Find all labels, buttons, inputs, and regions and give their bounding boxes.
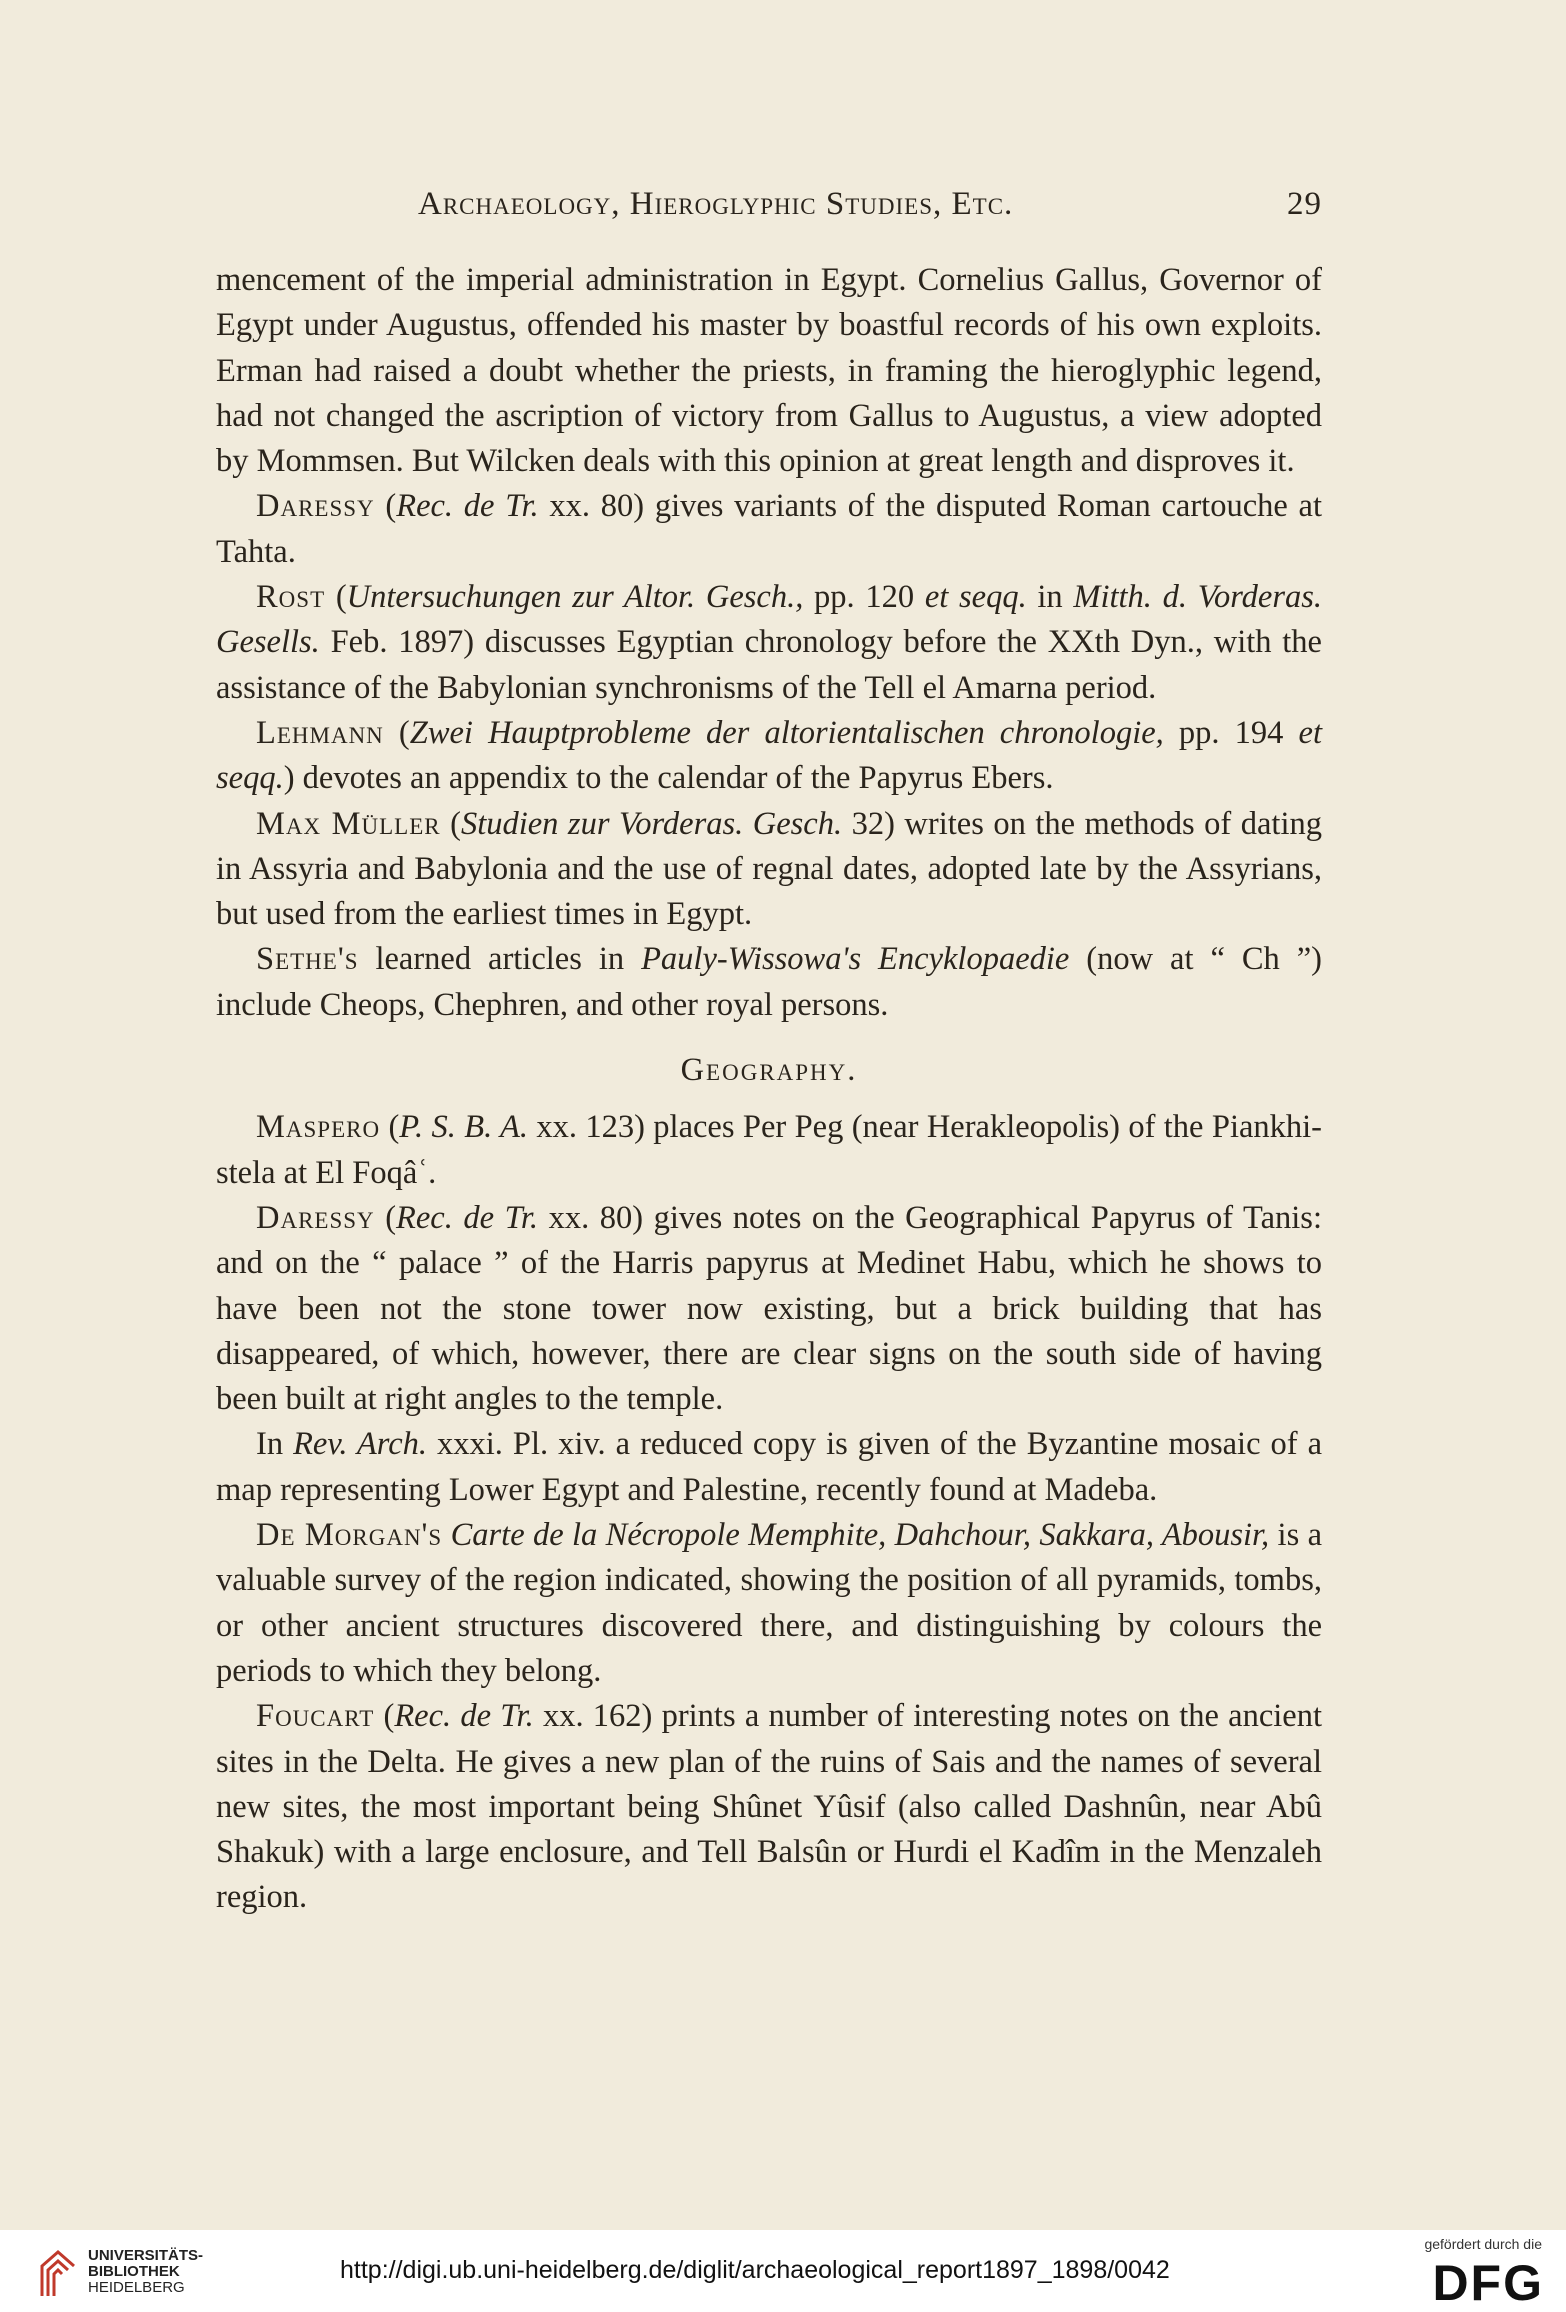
paragraph-lehmann: Lehmann (Zwei Hauptprobleme der altorientalischen chronologie, pp. 194 et seqq.) devotes an appendix to the calendar of the Papyrus Ebers. (216, 714, 1323, 797)
section-heading: Geography. (680, 1052, 858, 1089)
paragraph-continuation: mencement of the imperial administration in Egypt. Cornelius Gallus, Governor of Egypt under Augustus, offended his master by boastful records of his own exploits. Erman had raised a doubt whether the priests, in framing the hieroglyphic legend, had not changed the ascription of victory from Gallus to Augustus, a view adopted by Mommsen. But Wilcken deals with this opinion at great length and disproves it. (216, 262, 1322, 480)
citation: Untersuchungen zur Altor. Gesch., (346, 579, 804, 616)
citation: Rec. de Tr. (396, 1199, 539, 1236)
body-text (216, 258, 1322, 1921)
author-name: Lehmann (256, 714, 384, 751)
citation: Carte de la Nécropole Memphite, Dahchour, Sakkara, Abousir, (450, 1517, 1270, 1554)
author-name: Rost (256, 579, 326, 616)
citation: Rev. Arch. (293, 1426, 427, 1463)
paragraph-daressy-1: Daressy (Rec. de Tr. xx. 80) gives variants of the disputed Roman cartouche at Tahta. (216, 488, 1322, 570)
citation: Pauly-Wissowa's Encyklopaedie (641, 941, 1070, 978)
citation: Zwei Hauptprobleme der altorientalischen chronologie, (409, 714, 1164, 751)
running-title: Archaeology, Hieroglyphic Studies, Etc. (418, 186, 1014, 222)
paragraph-foucart: Foucart (Rec. de Tr. xx. 162) prints a number of interesting notes on the ancient sites in the Delta. He gives a new plan of the ruins of Sais and the names of several new sites, the most important being Shûnet Yûsif (also called Dashnûn, near Abû Shakuk) with a large enclosure, and Tell Balsûn or Hurdi el Kadîm in the Menzaleh region. (216, 1698, 1322, 1916)
paragraph-sethe: Sethe's learned articles in Pauly-Wissowa's Encyklopaedie (now at “ Ch ”) include Cheops, Chephren, and other royal persons. (216, 941, 1322, 1023)
paragraph-de-morgan: De Morgan's Carte de la Nécropole Memphite, Dahchour, Sakkara, Abousir, is a valuable survey of the region indicated, showing the position of all pyramids, tombs, or other ancient structures discovered there, and distinguishing by colours the periods to which they belong. (216, 1517, 1322, 1689)
paragraph-maspero: Maspero (P. S. B. A. xx. 123) places Per Peg (near Herakleopolis) of the Piankhi-stela at El Foqâʿ. (216, 1109, 1322, 1191)
citation: Rec. de Tr. (394, 1698, 534, 1735)
paragraph-max-muller: Max Müller (Studien zur Vorderas. Gesch. 32) writes on the methods of dating in Assyria and Babylonia and the use of regnal dates, adopted late by the Assyrians, but used from the earliest times in Egypt. (216, 805, 1322, 933)
author-name: Daressy (256, 1199, 375, 1236)
citation: Studien zur Vorderas. Gesch. (460, 805, 843, 842)
author-name: Max Müller (256, 805, 441, 842)
page-number: 29 (1287, 186, 1322, 222)
citation: Rec. de Tr. (396, 488, 539, 525)
citation: Mitth. d. Vorderas. Gesells. (216, 579, 1322, 661)
author-name: Foucart (256, 1698, 375, 1735)
university-library-logo-icon (36, 2246, 80, 2302)
author-name: Daressy (256, 488, 375, 525)
author-name: Sethe's (256, 941, 359, 978)
author-name: Maspero (256, 1109, 381, 1146)
dfg-logo: DFG (1432, 2255, 1544, 2311)
paragraph-rev-arch: In Rev. Arch. xxxi. Pl. xiv. a reduced copy is given of the Byzantine mosaic of a map representing Lower Egypt and Palestine, recently found at Madeba. (216, 1426, 1322, 1508)
citation: P. S. B. A. (399, 1109, 528, 1146)
permalink-url[interactable]: http://digi.ub.uni-heidelberg.de/diglit/archaeological_report1897_1898/0042 (340, 2256, 1170, 2284)
viewer-footer (0, 2230, 1566, 2312)
author-name: De Morgan's (256, 1517, 443, 1554)
funding-note: gefördert durch die (1424, 2236, 1542, 2252)
paragraph-rost: Rost (Untersuchungen zur Altor. Gesch., pp. 120 et seqq. in Mitth. d. Vorderas. Gesells. Feb. 1897) discusses Egyptian chronology before the XXth Dyn., with the assistance of the Babylonian synchronisms of the Tell el Amarna period. (216, 579, 1322, 706)
paragraph-daressy-2: Daressy (Rec. de Tr. xx. 80) gives notes on the Geographical Papyrus of Tanis: and on the “ palace ” of the Harris papyrus at Medinet Habu, which he shows to have been not the stone tower now existing, but a brick building that has disappeared, of which, however, there are clear signs on the south side of having been built at right angles to the temple. (216, 1199, 1322, 1418)
library-name: UNIVERSITÄTS- BIBLIOTHEK HEIDELBERG (88, 2247, 204, 2296)
